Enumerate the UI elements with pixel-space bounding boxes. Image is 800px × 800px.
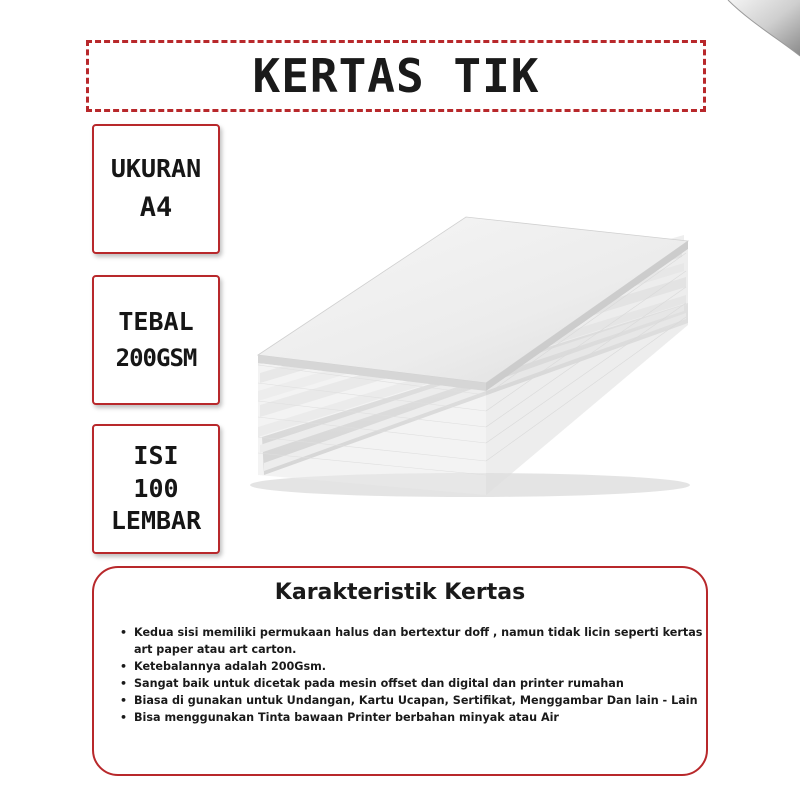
list-item-text: Sangat baik untuk dicetak pada mesin offset dan digital dan printer rumahan	[134, 677, 624, 690]
bullet-icon: •	[120, 626, 128, 639]
bullet-icon: •	[120, 694, 128, 707]
list-item	[120, 658, 710, 675]
bullet-icon: •	[120, 711, 128, 724]
spec-size-box	[92, 124, 220, 254]
list-item	[120, 624, 710, 658]
characteristics-panel	[92, 566, 708, 776]
spec-thickness-box	[92, 275, 220, 405]
list-item-text: Bisa menggunakan Tinta bawaan Printer berbahan minyak atau Air	[134, 711, 559, 724]
page-curl-icon	[710, 0, 800, 60]
spec-content-unit: LEMBAR	[110, 506, 202, 536]
characteristics-heading: Karakteristik Kertas	[274, 580, 526, 605]
list-item-text: Ketebalannya adalah 200Gsm.	[134, 660, 327, 673]
paper-stack-image	[240, 205, 700, 505]
list-item	[120, 709, 710, 726]
spec-content-label: ISI	[133, 441, 179, 471]
bullet-icon: •	[120, 677, 128, 690]
list-item-text: Kedua sisi memiliki permukaan halus dan bertextur doff , namun tidak licin seperti kertas art paper atau art carton.	[134, 626, 703, 656]
page-title: KERTAS TIK	[252, 49, 540, 103]
paper-stack-illustration	[240, 205, 700, 505]
list-item	[120, 675, 710, 692]
list-item	[120, 692, 710, 709]
spec-content-count: 100	[133, 473, 179, 503]
title-banner	[86, 40, 706, 112]
spec-content-box	[92, 424, 220, 554]
list-item-text: Biasa di gunakan untuk Undangan, Kartu Ucapan, Sertifikat, Menggambar Dan lain - Lain	[134, 694, 698, 707]
spec-size-value: A4	[139, 191, 173, 223]
spec-size-label: UKURAN	[110, 154, 202, 184]
characteristics-list	[120, 624, 710, 726]
bullet-icon: •	[120, 660, 128, 673]
spec-thickness-label: TEBAL	[118, 307, 194, 337]
spec-thickness-value: 200GSM	[115, 343, 197, 372]
